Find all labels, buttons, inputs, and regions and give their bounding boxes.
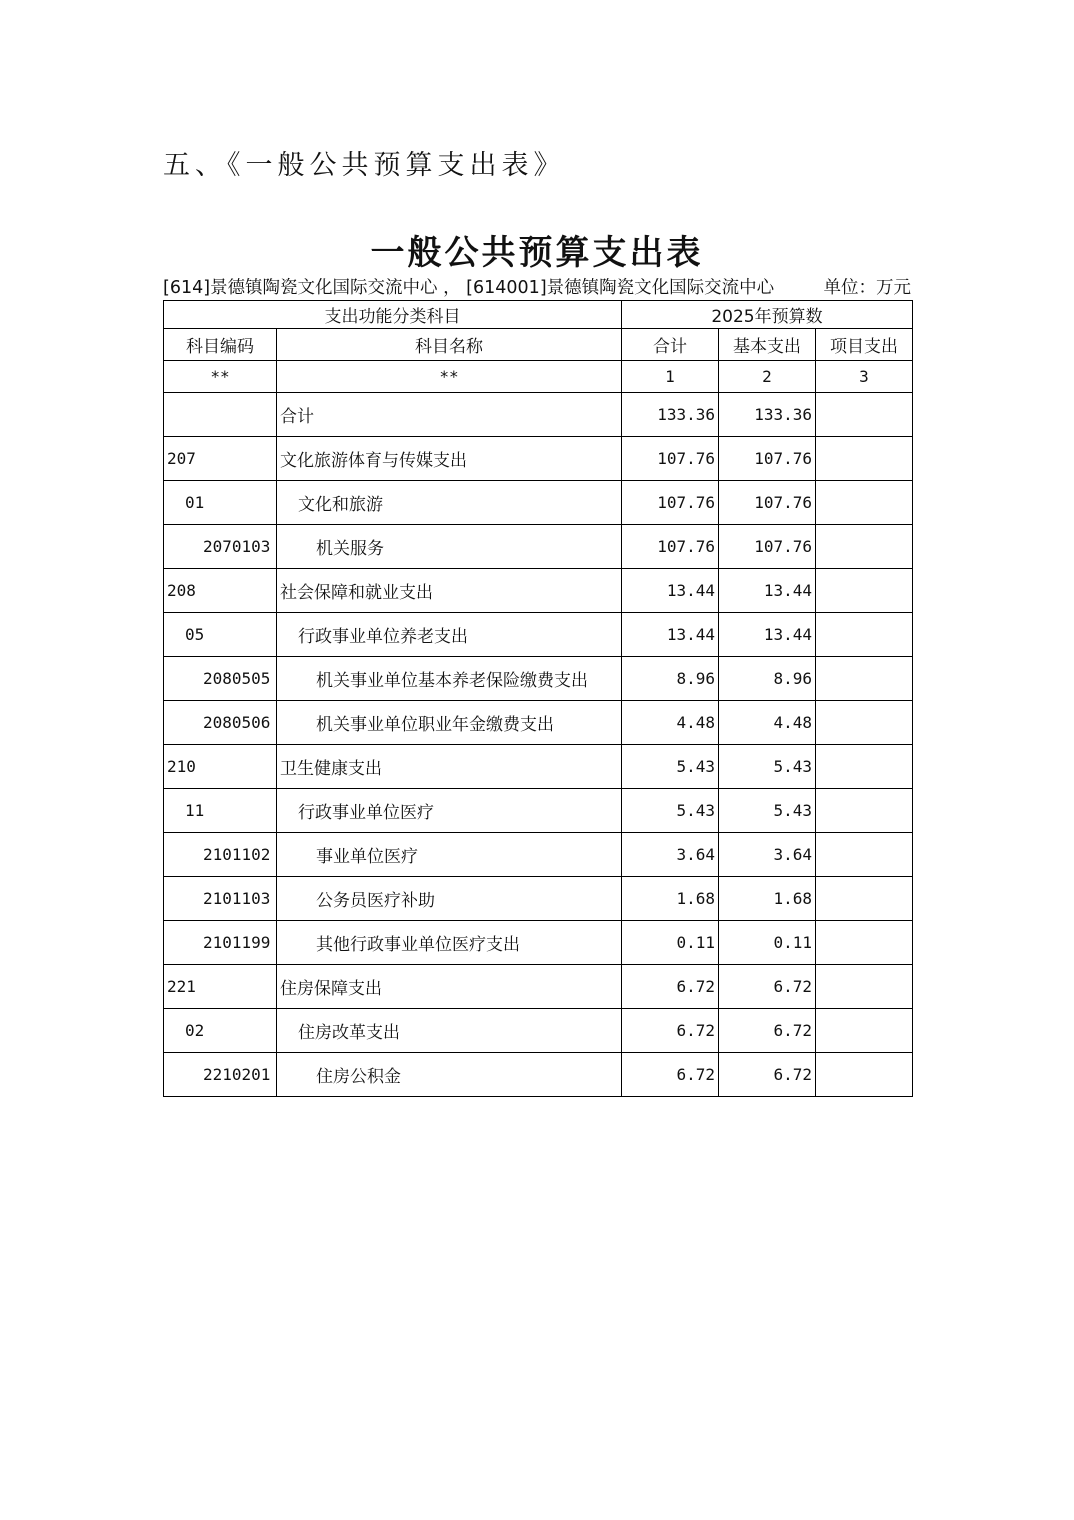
row-project bbox=[816, 657, 913, 701]
header-name: 科目名称 bbox=[277, 329, 622, 361]
row-total: 13.44 bbox=[622, 569, 719, 613]
document-title: 一般公共预算支出表 bbox=[370, 233, 704, 273]
row-name: 住房公积金 bbox=[277, 1053, 622, 1097]
row-basic: 107.76 bbox=[719, 481, 816, 525]
table-row bbox=[164, 657, 913, 701]
row-project bbox=[816, 525, 913, 569]
row-project bbox=[816, 833, 913, 877]
row-name: 住房保障支出 bbox=[277, 965, 622, 1009]
row-project bbox=[816, 481, 913, 525]
row-project bbox=[816, 437, 913, 481]
row-code: 2101103 bbox=[164, 877, 277, 921]
row-basic: 0.11 bbox=[719, 921, 816, 965]
row-basic: 8.96 bbox=[719, 657, 816, 701]
row-name: 机关事业单位基本养老保险缴费支出 bbox=[277, 657, 622, 701]
row-name: 文化旅游体育与传媒支出 bbox=[277, 437, 622, 481]
row-total: 3.64 bbox=[622, 833, 719, 877]
header-functional-category: 支出功能分类科目 bbox=[164, 301, 622, 329]
row-name: 行政事业单位养老支出 bbox=[277, 613, 622, 657]
row-code: 210 bbox=[164, 745, 277, 789]
row-code: 2080505 bbox=[164, 657, 277, 701]
row-code: 2210201 bbox=[164, 1053, 277, 1097]
row-name: 事业单位医疗 bbox=[277, 833, 622, 877]
row-total: 5.43 bbox=[622, 745, 719, 789]
header-total: 合计 bbox=[622, 329, 719, 361]
row-project bbox=[816, 877, 913, 921]
header-group-row bbox=[164, 301, 913, 329]
row-code: 2101199 bbox=[164, 921, 277, 965]
row-total: 133.36 bbox=[622, 393, 719, 437]
row-name: 住房改革支出 bbox=[277, 1009, 622, 1053]
index-name: ** bbox=[277, 361, 622, 393]
table-row bbox=[164, 789, 913, 833]
row-code: 207 bbox=[164, 437, 277, 481]
row-total: 6.72 bbox=[622, 1009, 719, 1053]
row-basic: 3.64 bbox=[719, 833, 816, 877]
row-total: 107.76 bbox=[622, 525, 719, 569]
table-row bbox=[164, 745, 913, 789]
unit-line bbox=[163, 274, 911, 299]
row-total: 6.72 bbox=[622, 1053, 719, 1097]
row-basic: 5.43 bbox=[719, 789, 816, 833]
row-total: 0.11 bbox=[622, 921, 719, 965]
row-code: 2080506 bbox=[164, 701, 277, 745]
row-name: 公务员医疗补助 bbox=[277, 877, 622, 921]
row-project bbox=[816, 613, 913, 657]
row-name: 卫生健康支出 bbox=[277, 745, 622, 789]
header-index-row bbox=[164, 361, 913, 393]
table-row bbox=[164, 481, 913, 525]
index-code: ** bbox=[164, 361, 277, 393]
table-row bbox=[164, 1053, 913, 1097]
row-total: 1.68 bbox=[622, 877, 719, 921]
row-basic: 5.43 bbox=[719, 745, 816, 789]
row-name: 社会保障和就业支出 bbox=[277, 569, 622, 613]
row-name: 行政事业单位医疗 bbox=[277, 789, 622, 833]
row-code: 01 bbox=[164, 481, 277, 525]
row-project bbox=[816, 921, 913, 965]
row-code: 2101102 bbox=[164, 833, 277, 877]
table-row bbox=[164, 921, 913, 965]
index-basic: 2 bbox=[719, 361, 816, 393]
row-total: 6.72 bbox=[622, 965, 719, 1009]
row-project bbox=[816, 569, 913, 613]
header-project: 项目支出 bbox=[816, 329, 913, 361]
header-column-row bbox=[164, 329, 913, 361]
budget-table bbox=[163, 300, 913, 1097]
table-row bbox=[164, 701, 913, 745]
row-basic: 6.72 bbox=[719, 1053, 816, 1097]
row-code: 208 bbox=[164, 569, 277, 613]
row-project bbox=[816, 701, 913, 745]
header-code: 科目编码 bbox=[164, 329, 277, 361]
index-project: 3 bbox=[816, 361, 913, 393]
table-row bbox=[164, 877, 913, 921]
table-row bbox=[164, 437, 913, 481]
row-code bbox=[164, 393, 277, 437]
row-code: 2070103 bbox=[164, 525, 277, 569]
row-code: 221 bbox=[164, 965, 277, 1009]
row-total: 8.96 bbox=[622, 657, 719, 701]
row-basic: 6.72 bbox=[719, 1009, 816, 1053]
table-row bbox=[164, 569, 913, 613]
row-basic: 13.44 bbox=[719, 569, 816, 613]
row-name: 机关事业单位职业年金缴费支出 bbox=[277, 701, 622, 745]
row-project bbox=[816, 1009, 913, 1053]
table-row bbox=[164, 525, 913, 569]
row-name: 其他行政事业单位医疗支出 bbox=[277, 921, 622, 965]
row-name: 文化和旅游 bbox=[277, 481, 622, 525]
row-code: 05 bbox=[164, 613, 277, 657]
row-basic: 6.72 bbox=[719, 965, 816, 1009]
row-code: 11 bbox=[164, 789, 277, 833]
table-row bbox=[164, 1009, 913, 1053]
row-basic: 13.44 bbox=[719, 613, 816, 657]
header-basic: 基本支出 bbox=[719, 329, 816, 361]
row-total: 107.76 bbox=[622, 481, 719, 525]
unit-label: 单位：万元 bbox=[823, 278, 911, 298]
row-total: 5.43 bbox=[622, 789, 719, 833]
row-total: 4.48 bbox=[622, 701, 719, 745]
row-total: 13.44 bbox=[622, 613, 719, 657]
row-project bbox=[816, 1053, 913, 1097]
row-basic: 107.76 bbox=[719, 437, 816, 481]
row-name: 机关服务 bbox=[277, 525, 622, 569]
row-project bbox=[816, 745, 913, 789]
section-heading: 五、《一般公共预算支出表》 bbox=[163, 150, 566, 181]
header-budget-year: 2025年预算数 bbox=[622, 301, 913, 329]
table-row bbox=[164, 393, 913, 437]
row-basic: 1.68 bbox=[719, 877, 816, 921]
row-project bbox=[816, 789, 913, 833]
row-project bbox=[816, 393, 913, 437]
row-basic: 4.48 bbox=[719, 701, 816, 745]
unit-organization: [614]景德镇陶瓷文化国际交流中心 ， [614001]景德镇陶瓷文化国际交流中心 bbox=[163, 278, 775, 298]
row-basic: 133.36 bbox=[719, 393, 816, 437]
table-row bbox=[164, 613, 913, 657]
row-project bbox=[816, 965, 913, 1009]
table-row bbox=[164, 833, 913, 877]
row-total: 107.76 bbox=[622, 437, 719, 481]
row-code: 02 bbox=[164, 1009, 277, 1053]
row-name: 合计 bbox=[277, 393, 622, 437]
table-row bbox=[164, 965, 913, 1009]
index-total: 1 bbox=[622, 361, 719, 393]
row-basic: 107.76 bbox=[719, 525, 816, 569]
